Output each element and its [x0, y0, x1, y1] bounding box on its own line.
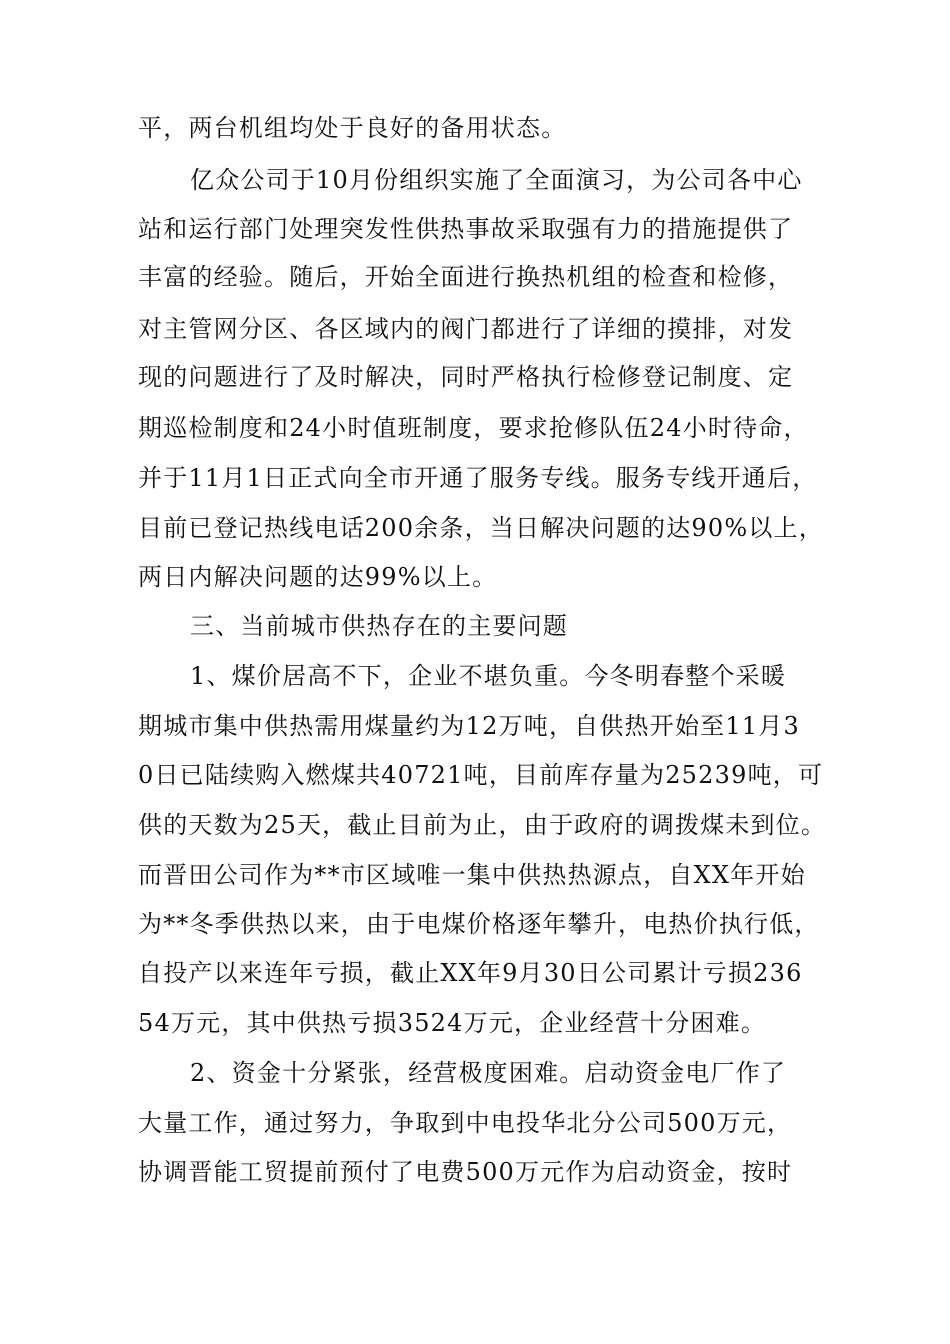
text-line: 期城市集中供热需用煤量约为12万吨，自供热开始至11月3 — [138, 712, 800, 740]
paragraph-start-line: 1、煤价居高不下，企业不堪负重。今冬明春整个采暖 — [190, 662, 787, 690]
text-line: 54万元，其中供热亏损3524万元，企业经营十分困难。 — [138, 1009, 767, 1037]
text-line: 协调晋能工贸提前预付了电费500万元作为启动资金，按时 — [138, 1158, 793, 1186]
text-line: 站和运行部门处理突发性供热事故采取强有力的措施提供了 — [138, 215, 794, 243]
text-line: 对主管网分区、各区域内的阀门都进行了详细的摸排，对发 — [138, 315, 794, 343]
text-line: 大量工作，通过努力，争取到中电投华北分公司500万元， — [138, 1109, 793, 1137]
text-line: 自投产以来连年亏损，截止XX年9月30日公司累计亏损236 — [138, 959, 803, 987]
section-heading: 三、当前城市供热存在的主要问题 — [190, 612, 568, 640]
text-line: 平，两台机组均处于良好的备用状态。 — [138, 114, 567, 142]
text-line: 而晋田公司作为**市区域唯一集中供热热源点，自XX年开始 — [138, 861, 806, 889]
text-line: 期巡检制度和24小时值班制度，要求抢修队伍24小时待命， — [138, 414, 809, 442]
text-line: 0日已陆续购入燃煤共40721吨，目前库存量为25239吨，可 — [138, 761, 824, 789]
text-line: 目前已登记热线电话200余条，当日解决问题的达90%以上， — [138, 514, 824, 542]
text-line: 为**冬季供热以来，由于电煤价格逐年攀升，电热价执行低， — [138, 910, 820, 938]
text-line: 现的问题进行了及时解决，同时严格执行检修登记制度、定 — [138, 363, 794, 391]
text-line: 两日内解决问题的达99%以上。 — [138, 563, 498, 591]
paragraph-start-line: 亿众公司于10月份组织实施了全面演习，为公司各中心 — [190, 166, 803, 194]
text-line: 供的天数为25天，截止目前为止，由于政府的调拨煤未到位。 — [138, 811, 827, 839]
paragraph-start-line: 2、资金十分紧张，经营极度困难。启动资金电厂作了 — [190, 1059, 787, 1087]
text-line: 丰富的经验。随后，开始全面进行换热机组的检查和检修， — [138, 263, 794, 291]
text-line: 并于11月1日正式向全市开通了服务专线。服务专线开通后， — [138, 464, 818, 492]
